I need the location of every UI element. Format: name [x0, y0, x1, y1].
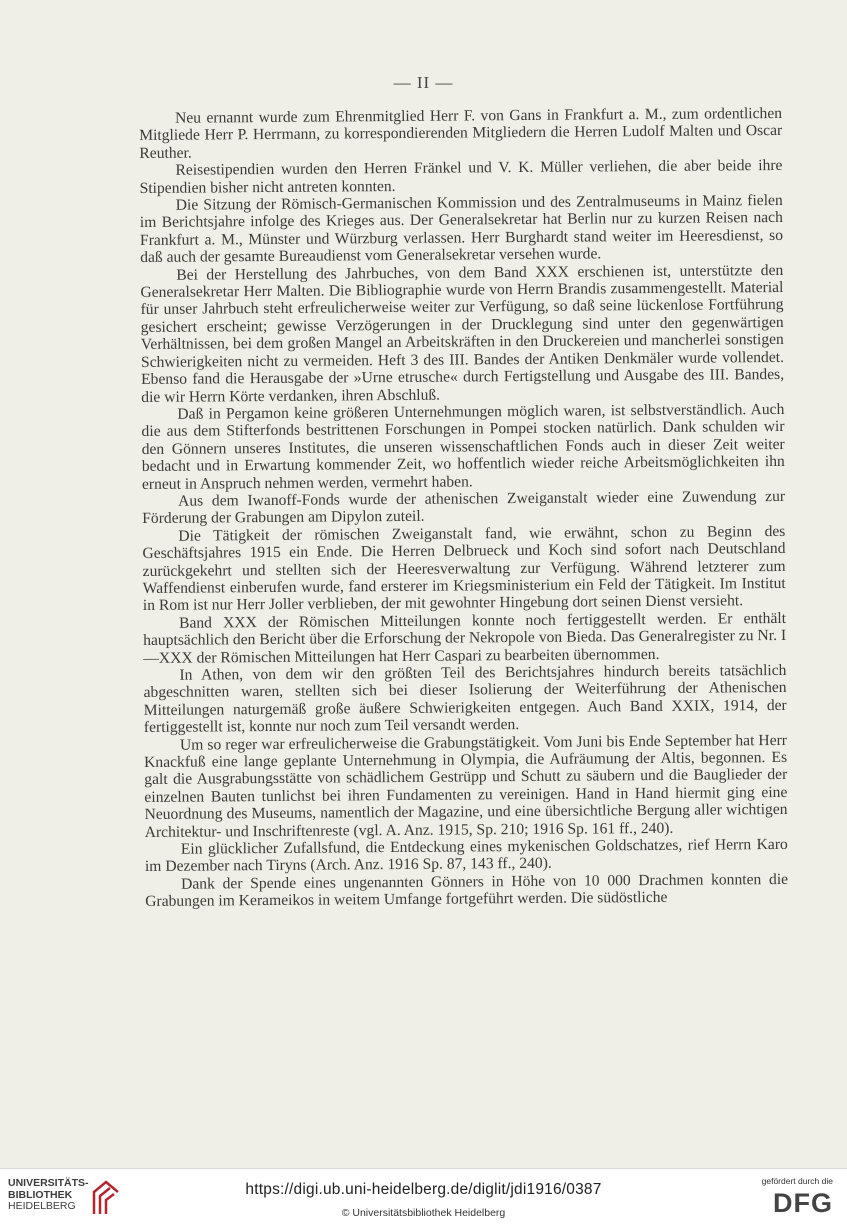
- paragraph: Dank der Spende eines ungenannten Gönners in Höhe von 10 000 Drachmen konnten die Grabungen im Kerameikos in weitem Umfange fortgeführt werden. Die südöstliche: [145, 870, 789, 911]
- paragraph: Um so reger war erfreulicherweise die Grabungstätigkeit. Vom Juni bis Ende September hat Herr Knackfuß eine lange geplante Unternehmung in Olympia, die Aufräumung der Altis, begonnen. Es galt die Ausgrabungsstätte von schädlichem Gestrüpp und Schutt zu säubern und die Bauglieder der einzelnen Bauten tunlichst bei ihren Fundamenten zu vereinigen. Hand in Hand hiermit ging eine Neuordnung des Museums, namentlich der Magazine, und eine übersichtliche Bergung aller wichtigen Architektur- und Inschriftenreste (vgl. A. Anz. 1915, Sp. 210; 1916 Sp. 161 ff., 240).: [144, 731, 788, 841]
- paragraph: Neu ernannt wurde zum Ehrenmitglied Herr F. von Gans in Frankfurt a. M., zum ordentlichen Mitgliede Herr P. Herrmann, zu korrespondierenden Mitgliedern die Herren Ludolf Malten und Oscar Reuther.: [139, 104, 783, 162]
- dfg-logo: DFG: [773, 1188, 833, 1218]
- footer-bar: [0, 1168, 847, 1229]
- paragraph: Daß in Pergamon keine größeren Unternehmungen möglich waren, ist selbstverständlich. Auch die aus dem Stifterfonds bestrittenen Forschungen in Pompei stocken natürlich. Dank schulden wir den Gönnern unseres Institutes, die unseren wissenschaftlichen Fonds auch in dieser Zeit weiter bedacht und in Erwartung kommender Zeit, wo hoffentlich wieder reiche Arbeitsmöglichkeiten ihn erneut in Anspruch nehmen werden, vermehrt haben.: [141, 400, 785, 493]
- paragraph: Reisestipendien wurden den Herren Fränkel und V. K. Müller verliehen, die aber beide ihre Stipendien bisher nicht antreten konnten.: [139, 157, 783, 197]
- dfg-sponsor[interactable]: [743, 1176, 833, 1226]
- dfg-caption: gefördert durch die: [761, 1176, 833, 1186]
- body-text: [139, 105, 788, 911]
- library-logo-line: HEIDELBERG: [8, 1200, 76, 1212]
- paragraph: Ein glücklicher Zufallsfund, die Entdeckung eines mykenischen Goldschatzes, rief Herrn Karo im Dezember nach Tiryns (Arch. Anz. 1916 Sp. 87, 143 ff., 240).: [144, 835, 788, 876]
- paragraph: Aus dem Iwanoff-Fonds wurde der athenischen Zweiganstalt wieder eine Zuwendung zur Förderung der Grabungen am Dipylon zuteil.: [142, 487, 786, 528]
- paragraph: Band XXX der Römischen Mitteilungen konnte noch fertiggestellt werden. Er enthält hauptsächlich den Bericht über die Erforschung der Nekropole von Bieda. Das Generalregister zu Nr. I—XXX der Römischen Mitteilungen hat Herr Caspari zu bearbeiten übernommen.: [143, 609, 787, 667]
- copyright-notice: © Universitätsbibliothek Heidelberg: [341, 1207, 506, 1219]
- page-number: — II —: [393, 73, 454, 92]
- document-url-link[interactable]: https://digi.ub.uni-heidelberg.de/diglit/jdi1916/0387: [245, 1181, 602, 1198]
- paragraph: Bei der Herstellung des Jahrbuches, von dem Band XXX erschienen ist, unterstützte den Generalsekretar Herr Malten. Die Bibliographie wurde von Herrn Brandis zusammengestellt. Material für unser Jahrbuch steht erfreulicherweise weiter zur Verfügung, so daß seine lückenlose Fortführung gesichert erscheint; gewisse Verzögerungen in der Drucklegung sind unter den gegenwärtigen Verhältnissen, bei dem großen Mangel an Arbeitskräften in den Druckereien und mancherlei sonstigen Schwierigkeiten nicht zu vermeiden. Heft 3 des III. Bandes der Antiken Denkmäler wurde vollendet. Ebenso fand die Herausgabe der »Urne etrusche« durch Fertigstellung und Ausgabe des III. Bandes, die wir Herrn Körte verdanken, ihren Abschluß.: [140, 261, 785, 406]
- paragraph: Die Tätigkeit der römischen Zweiganstalt fand, wie erwähnt, schon zu Beginn des Geschäftsjahres 1915 ein Ende. Die Herren Delbrueck und Koch sind sofort nach Deutschland zurückgekehrt und stellten sich der Heeresverwaltung zur Verfügung. Während letzterer zum Waffendienst einberufen wurde, fand ersterer im Kriegsministerium ein Feld der Tätigkeit. Im Institut in Rom ist nur Herr Joller verblieben, der mit gewohnter Hingebung dort seinen Dienst versieht.: [142, 522, 786, 615]
- library-logo-line: UNIVERSITÄTS-: [8, 1177, 89, 1189]
- paragraph: Die Sitzung der Römisch-Germanischen Kommission und des Zentralmuseums in Mainz fielen im Berichtsjahre infolge des Krieges aus. Der Generalsekretar hat Berlin nur zu kurzen Reisen nach Frankfurt a. M., Münster und Würzburg verlassen. Herr Burghardt stand weiter im Heeresdienst, so daß auch der gesamte Bureaudienst vom Generalsekretar versehen wurde.: [139, 191, 784, 267]
- paragraph: In Athen, von dem wir den größten Teil des Berichtsjahres hindurch bereits tatsächlich abgeschnitten waren, stellten sich bei dieser Isolierung der Weiterführung der Athenischen Mitteilungen naturgemäß große äußere Schwierigkeiten entgegen. Auch Band XXIX, 1914, der fertiggestellt ist, konnte nur noch zum Teil versandt werden.: [143, 661, 787, 737]
- library-logo-line: BIBLIOTHEK: [8, 1188, 73, 1201]
